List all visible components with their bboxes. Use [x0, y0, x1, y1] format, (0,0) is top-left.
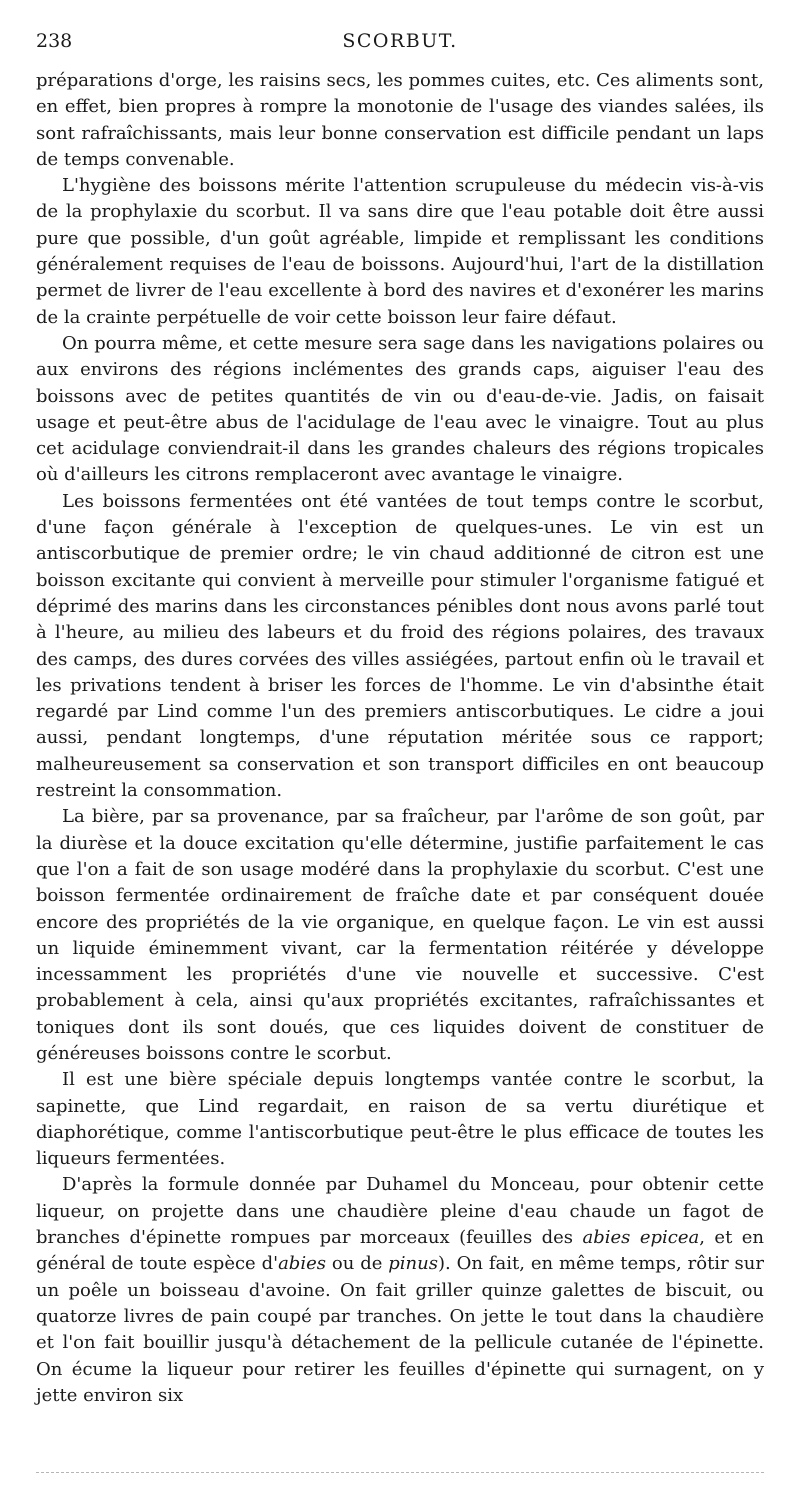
paragraph-2: L'hygiène des boissons mérite l'attention scrupuleuse du médecin vis-à-vis de la prophylaxie du scorbut. Il va sans dire que l'eau potable doit être aussi pure que possible, d'un goût agréable, limpide et remplissant les conditions généralement requises de l'eau de boissons. Aujourd'hui, l'art de la distillation permet de livrer de l'eau excellente à bord des navires et d'exonérer les marins de la crainte perpétuelle de voir cette boisson leur faire défaut.	[36, 175, 764, 328]
paragraph-7-text-4: ). On fait, en même temps, rôtir sur un poêle un boisseau d'avoine. On fait griller quinze galettes de biscuit, ou quatorze livres de pain coupé par tranches. On jette le tout dans la chaudière et l'on fait bouillir jusqu'à détachement de la pellicule cutanée de l'épinette. On écume la liqueur pour retirer les feuilles d'épinette qui surnagent, on y jette environ six	[36, 1253, 764, 1406]
paragraph-7-italic-1: abies epicea	[582, 1227, 700, 1249]
paragraph-7-italic-2: abies	[278, 1253, 326, 1275]
page-number: 238	[36, 30, 73, 52]
running-title: SCORBUT.	[342, 30, 458, 52]
bottom-rule	[36, 1472, 764, 1473]
paragraph-3: On pourra même, et cette mesure sera sage dans les navigations polaires ou aux environs des régions inclémentes des grands caps, aiguiser l'eau des boissons avec de petites quantités de vin ou d'eau-de-vie. Jadis, on faisait usage et peut-être abus de l'acidulage de l'eau avec le vinaigre. Tout au plus cet acidulage conviendrait-il dans les grandes chaleurs des régions tropicales où d'ailleurs les citrons remplaceront avec avantage le vinaigre.	[36, 332, 764, 486]
page-header	[36, 30, 764, 58]
paragraph-7-text-1: D'après la formule donnée par Duhamel du Monceau, pour obtenir cette liqueur, on projette dans une chaudière pleine d'eau chaude un fagot de branches d'épinette rompues par morceaux (feuilles des	[36, 1174, 764, 1249]
paragraph-5: La bière, par sa provenance, par sa fraîcheur, par l'arôme de son goût, par la diurèse et la douce excitation qu'elle détermine, justifie parfaitement le cas que l'on a fait de son usage modéré dans la prophylaxie du scorbut. C'est une boisson fermentée ordinairement de fraîche date et par conséquent douée encore des propriétés de la vie organique, en quelque façon. Le vin est aussi un liquide éminemment vivant, car la fermentation réitérée y développe incessamment les propriétés d'une vie nouvelle et successive. C'est probablement à cela, ainsi qu'aux propriétés excitantes, rafraîchissantes et toniques dont ils sont doués, que ces liquides doivent de constituer de généreuses boissons contre le scorbut.	[36, 806, 764, 1064]
paragraph-1: préparations d'orge, les raisins secs, les pommes cuites, etc. Ces aliments sont, en effet, bien propres à rompre la monotonie de l'usage des viandes salées, ils sont rafraîchissants, mais leur bonne conservation est difficile pendant un laps de temps convenable.	[36, 70, 764, 170]
page-body	[36, 68, 764, 1409]
paragraph-7-italic-3: pinus	[388, 1253, 438, 1275]
paragraph-4: Les boissons fermentées ont été vantées de tout temps contre le scorbut, d'une façon générale à l'exception de quelques-unes. Le vin est un antiscorbutique de premier ordre; le vin chaud additionné de citron est une boisson excitante qui convient à merveille pour stimuler l'organisme fatigué et déprimé des marins dans les circonstances pénibles dont nous avons parlé tout à l'heure, au milieu des labeurs et du froid des régions polaires, des travaux des camps, des dures corvées des villes assiégées, partout enfin où le travail et les privations tendent à briser les forces de l'homme. Le vin d'absinthe était regardé par Lind comme l'un des premiers antiscorbutiques. Le cidre a joui aussi, pendant longtemps, d'une réputation méritée sous ce rapport; malheureusement sa conservation et son transport difficiles en ont beaucoup restreint la consommation.	[36, 490, 764, 802]
paragraph-7-text-3: ou de	[325, 1253, 389, 1275]
paragraph-6: Il est une bière spéciale depuis longtemps vantée contre le scorbut, la sapinette, que Lind regardait, en raison de sa vertu diurétique et diaphorétique, comme l'antiscorbutique peut-être le plus efficace de toutes les liqueurs fermentées.	[36, 1069, 764, 1170]
paragraph-7	[36, 1172, 764, 1409]
paragraph-7-text-2: , et en général de toute espèce d'	[36, 1227, 764, 1275]
